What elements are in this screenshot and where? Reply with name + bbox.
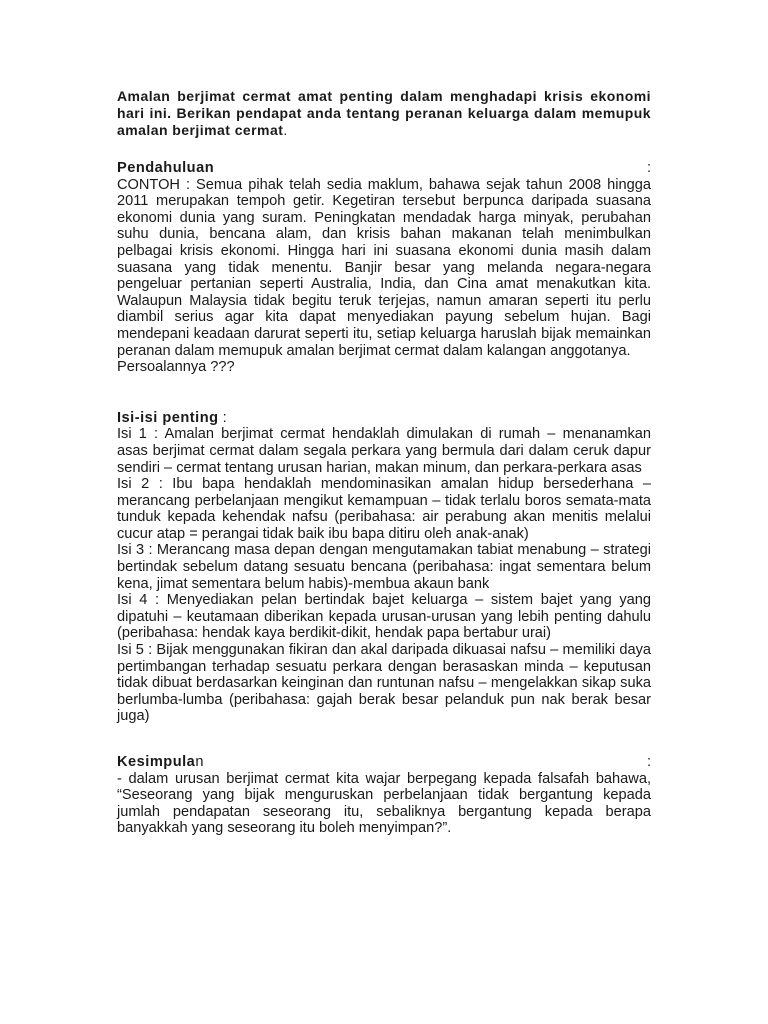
point-item-1: Isi 1 : Amalan berjimat cermat hendaklah dimulakan di rumah – menanamkan asas berjimat cermat dalam segala perkara yang bermula dari dalam ceruk dapur sendiri – cermat tentang urusan harian, makan minum, dan perkara-perkara asas (117, 426, 651, 476)
essay-title-end: . (283, 122, 288, 138)
intro-heading-label: Pendahuluan (117, 160, 215, 176)
points-heading (117, 410, 651, 427)
intro-paragraph: CONTOH : Semua pihak telah sedia maklum, bahawa sejak tahun 2008 hingga 2011 merupakan tempoh getir. Kegetiran tersebut berpunca daripada suasana ekonomi dunia yang suram. Peningkatan mendadak harga minyak, perubahan suhu dunia, bencana alam, dan krisis bahan makanan telah menimbulkan pelbagai krisis ekonomi. Hingga hari ini suasana ekonomi dunia masih dalam suasana yang tidak menentu. Banjir besar yang melanda negara-negara pengeluar pertanian seperti Australia, India, dan Cina amat menakutkan kita. Walaupun Malaysia tidak begitu teruk terjejas, namun amaran seperti itu perlu diambil serius agar kita dapat menyediakan payung sebelum hujan. Bagi mendepani keadaan darurat seperti itu, setiap keluarga haruslah bijak memainkan peranan dalam memupuk amalan berjimat cermat dalam kalangan anggotanya. (117, 176, 651, 359)
conclusion-heading-tail: n (195, 754, 204, 770)
essay-content (117, 88, 651, 837)
points-section (117, 410, 651, 725)
intro-heading-colon: : (646, 160, 651, 176)
point-item-4: Isi 4 : Menyediakan pelan bertindak bajet keluarga – sistem bajet yang yang dipatuhi – keutamaan diberikan kepada urusan-urusan yang lebih penting dahulu (peribahasa: hendak kaya berdikit-dikit, hendak papa bertabur urai) (117, 592, 651, 642)
point-item-3: Isi 3 : Merancang masa depan dengan mengutamakan tabiat menabung – strategi bertindak sebelum datang sesuatu bencana (peribahasa: ingat sementara belum kena, jimat sementara belum habis)-membua akaun bank (117, 542, 651, 592)
points-heading-colon: : (218, 409, 227, 426)
point-item-5: Isi 5 : Bijak menggunakan fikiran dan akal daripada dikuasai nafsu – memiliki daya pertimbangan terhadap sesuatu perkara dengan berasaskan minda – keputusan tidak dibuat berdasarkan keinginan dan runtunan nafsu – mengelakkan sikap suka berlumba-lumba (peribahasa: gajah berak besar pelanduk pun nak berak besar juga) (117, 642, 651, 725)
essay-title (117, 88, 651, 139)
intro-question: Persoalannya ??? (117, 359, 235, 376)
conclusion-section (117, 754, 651, 837)
conclusion-paragraph: - dalam urusan berjimat cermat kita wajar berpegang kepada falsafah bahawa, “Seseorang yang bijak menguruskan perbelanjaan tidak bergantung kepada jumlah pendapatan seseorang itu, sebaliknya bergantung kepada berapa banyakkah yang seseorang itu boleh menyimpan?”. (117, 770, 651, 837)
conclusion-heading-label (117, 754, 203, 771)
intro-section (117, 160, 651, 376)
points-heading-label: Isi-isi penting (117, 409, 219, 426)
essay-title-text: Amalan berjimat cermat amat penting dalam menghadapi krisis ekonomi hari ini. Berikan pendapat anda tentang peranan keluarga dalam memupuk amalan berjimat cermat (117, 88, 651, 138)
conclusion-heading (117, 754, 651, 771)
point-item-2: Isi 2 : Ibu bapa hendaklah mendominasikan amalan hidup bersederhana – merancang perbelanjaan mengikut kemampuan – tidak terlalu boros semata-mata tunduk kepada kehendak nafsu (peribahasa: air perabung akan menitis melalui cucur atap = perangai tidak baik ibu bapa ditiru oleh anak-anak) (117, 476, 651, 542)
conclusion-heading-colon: : (646, 754, 651, 770)
intro-heading (117, 160, 651, 177)
conclusion-heading-bold: Kesimpula (117, 754, 196, 770)
